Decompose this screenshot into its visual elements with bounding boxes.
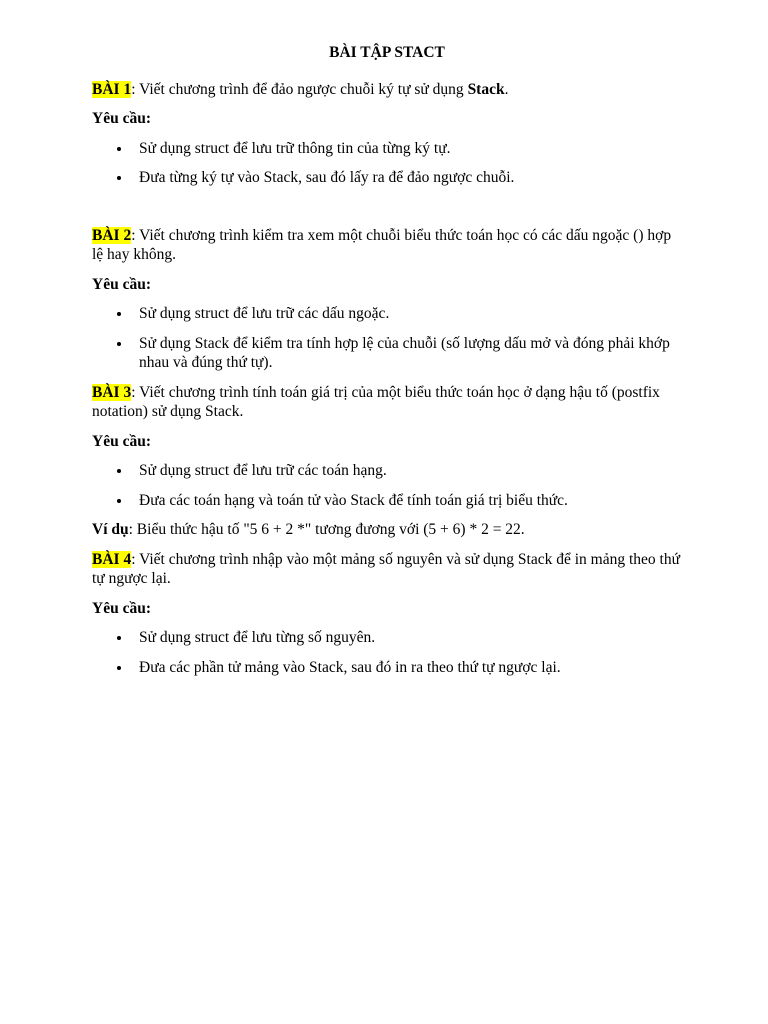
list-item: Sử dụng struct để lưu trữ các dấu ngoặc. <box>92 304 682 324</box>
exercise-1-text: : Viết chương trình để đảo ngược chuỗi ký tự sử dụng <box>131 80 468 98</box>
exercise-1-requirements-heading: Yêu cầu: <box>92 110 151 127</box>
exercise-4 <box>92 550 682 678</box>
exercise-3-text: : Viết chương trình tính toán giá trị của một biểu thức toán học ở dạng hậu tố (postfix notation) sử dụng Stack. <box>92 383 660 420</box>
exercise-1-text-end: . <box>504 80 509 98</box>
exercise-3-requirements-list <box>92 461 682 510</box>
exercise-3-statement <box>92 383 682 422</box>
list-item: Sử dụng struct để lưu trữ thông tin của từng ký tự. <box>92 139 682 159</box>
exercise-1-bold-text: Stack <box>467 80 505 98</box>
exercise-2 <box>92 226 682 373</box>
exercise-1-label: BÀI 1 <box>92 80 132 98</box>
exercise-1-statement <box>92 80 682 100</box>
list-item: Đưa các phần tử mảng vào Stack, sau đó in ra theo thứ tự ngược lại. <box>92 658 682 678</box>
exercise-1 <box>92 80 682 188</box>
example-text: : Biểu thức hậu tố "5 6 + 2 *" tương đương với (5 + 6) * 2 = 22. <box>128 521 525 538</box>
list-item: Sử dụng Stack để kiểm tra tính hợp lệ của chuỗi (số lượng dấu mở và đóng phải khớp nhau và đúng thứ tự). <box>92 334 682 373</box>
list-item: Đưa các toán hạng và toán tử vào Stack để tính toán giá trị biểu thức. <box>92 491 682 511</box>
list-item: Đưa từng ký tự vào Stack, sau đó lấy ra để đảo ngược chuỗi. <box>92 168 682 188</box>
page-title: BÀI TẬP STACT <box>329 44 445 61</box>
exercise-4-label: BÀI 4 <box>92 550 132 568</box>
exercise-1-requirements-list <box>92 139 682 188</box>
list-item: Sử dụng struct để lưu từng số nguyên. <box>92 628 682 648</box>
exercise-4-requirements-heading: Yêu cầu: <box>92 599 151 617</box>
exercise-3-requirements-heading: Yêu cầu: <box>92 432 151 450</box>
exercise-4-requirements-list <box>92 628 682 677</box>
requirements-label: Yêu cầu <box>92 110 146 127</box>
section-spacer <box>92 198 682 226</box>
requirements-label: Yêu cầu <box>92 275 146 293</box>
example-label: Ví dụ <box>92 521 129 538</box>
exercise-3-example <box>92 520 682 540</box>
exercise-3-label: BÀI 3 <box>92 383 132 401</box>
exercise-2-statement <box>92 226 682 265</box>
exercise-2-requirements-list <box>92 304 682 373</box>
exercise-2-requirements-heading: Yêu cầu: <box>92 275 151 293</box>
document-page <box>92 43 682 687</box>
requirements-label: Yêu cầu <box>92 432 146 450</box>
exercise-3 <box>92 383 682 540</box>
exercise-2-label: BÀI 2 <box>92 226 132 244</box>
exercise-2-text: : Viết chương trình kiểm tra xem một chuỗi biểu thức toán học có các dấu ngoặc () hợp lệ hay không. <box>92 226 672 263</box>
requirements-label: Yêu cầu <box>92 599 146 617</box>
exercise-4-statement <box>92 550 682 589</box>
exercise-4-text: : Viết chương trình nhập vào một mảng số nguyên và sử dụng Stack để in mảng theo thứ tự ngược lại. <box>92 550 680 587</box>
list-item: Sử dụng struct để lưu trữ các toán hạng. <box>92 461 682 481</box>
